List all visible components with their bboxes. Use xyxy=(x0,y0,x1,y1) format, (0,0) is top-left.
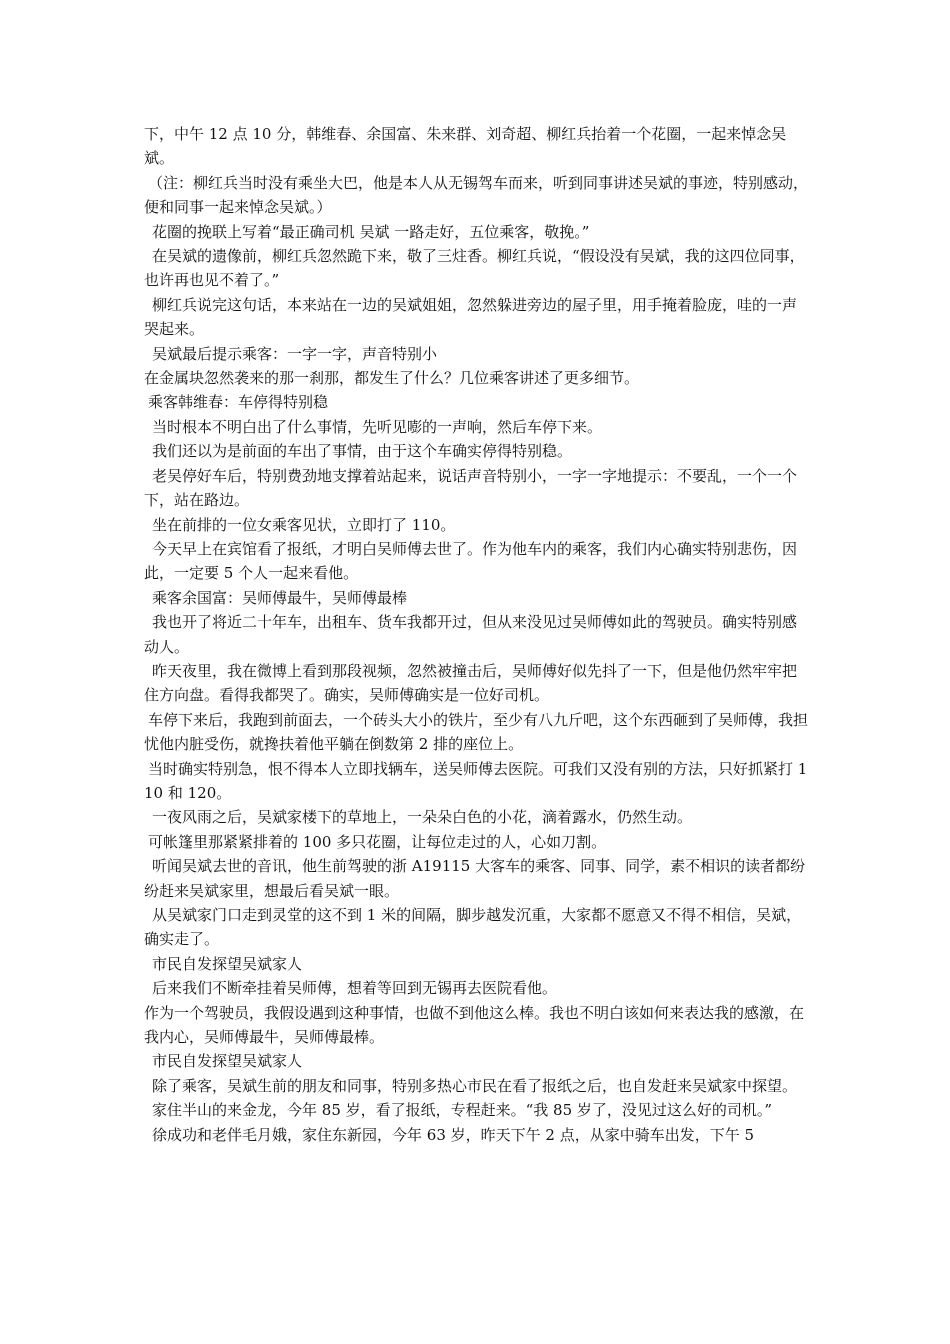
paragraph: 柳红兵说完这句话，本来站在一边的吴斌姐姐，忽然躲进旁边的屋子里，用手掩着脸庞，哇的一声哭起来。 xyxy=(144,295,798,339)
paragraph: 我也开了将近二十年车，出租车、货车我都开过，但从来没见过吴师傅如此的驾驶员。确实特别感动人。 xyxy=(144,613,798,656)
paragraph: 今天早上在宾馆看了报纸，才明白吴师傅去世了。作为他车内的乘客，我们内心确实特别悲伤，因此，一定要 5 个人一起来看他。 xyxy=(144,539,798,583)
paragraph: 从吴斌家门口走到灵堂的这不到 1 米的间隔，脚步越发沉重，大家都不愿意又不得不相信，吴斌，确实走了。 xyxy=(144,906,802,949)
paragraph: （注：柳红兵当时没有乘坐大巴，他是本人从无锡驾车而来，听到同事讲述吴斌的事迹，特别感动，便和同事一起来悼念吴斌。） xyxy=(144,173,809,217)
paragraph: 昨天夜里，我在微博上看到那段视频，忽然被撞击后，吴师傅好似先抖了一下，但是他仍然牢牢把住方向盘。看得我都哭了。确实，吴师傅确实是一位好司机。 xyxy=(144,661,798,705)
paragraph: 在金属块忽然袭来的那一刹那，都发生了什么？几位乘客讲述了更多细节。 xyxy=(144,369,640,388)
document-page xyxy=(144,122,808,1147)
paragraph: 作为一个驾驶员，我假设遇到这种事情，也做不到他这么棒。我也不明白该如何来表达我的感激，在我内心，吴师傅最牛，吴师傅最棒。 xyxy=(144,1003,805,1047)
paragraph: 坐在前排的一位女乘客见状，立即打了 110。 xyxy=(152,515,456,534)
paragraph: 当时确实特别急，恨不得本人立即找辆车，送吴师傅去医院。可我们又没有别的方法，只好抓紧打 110 和 120。 xyxy=(144,759,808,802)
paragraph: 后来我们不断牵挂着吴师傅，想着等回到无锡再去医院看他。 xyxy=(152,979,558,998)
paragraph: 我们还以为是前面的车出了事情，由于这个车确实停得特别稳。 xyxy=(152,442,573,461)
paragraph: 可帐篷里那紧紧排着的 100 多只花圈，让每位走过的人，心如刀割。 xyxy=(148,832,607,851)
paragraph: 徐成功和老伴毛月娥，家住东新园，今年 63 岁，昨天下午 2 点，从家中骑车出发，下午 5 xyxy=(152,1125,755,1144)
section-heading: 乘客余国富：吴师傅最牛，吴师傅最棒 xyxy=(152,588,408,607)
paragraph: 下，中午 12 点 10 分，韩维春、余国富、朱来群、刘奇超、柳红兵抬着一个花圈，一起来悼念吴斌。 xyxy=(144,125,787,168)
paragraph: 家住半山的来金龙，今年 85 岁，看了报纸，专程赶来。“我 85 岁了，没见过这么好的司机。” xyxy=(152,1101,773,1120)
section-heading: 吴斌最后提示乘客：一字一字，声音特别小 xyxy=(152,344,438,363)
section-heading: 市民自发探望吴斌家人 xyxy=(152,954,303,973)
section-heading: 市民自发探望吴斌家人 xyxy=(152,1052,303,1071)
paragraph: 一夜风雨之后，吴斌家楼下的草地上，一朵朵白色的小花，滴着露水，仍然生动。 xyxy=(152,808,693,827)
paragraph: 在吴斌的遗像前，柳红兵忽然跪下来，敬了三炷香。柳红兵说，“假设没有吴斌，我的这四位同事，也许再也见不着了。” xyxy=(144,247,805,290)
paragraph: 车停下来后，我跑到前面去，一个砖头大小的铁片，至少有八九斤吧，这个东西砸到了吴师傅，我担忧他内脏受伤，就搀扶着他平躺在倒数第 2 排的座位上。 xyxy=(144,710,809,754)
paragraph: 花圈的挽联上写着“最正确司机 吴斌 一路走好，五位乘客，敬挽。” xyxy=(152,222,590,241)
section-heading: 乘客韩维春：车停得特别稳 xyxy=(148,393,329,412)
paragraph: 除了乘客，吴斌生前的朋友和同事，特别多热心市民在看了报纸之后，也自发赶来吴斌家中探望。 xyxy=(152,1076,798,1095)
paragraph: 当时根本不明白出了什么事情，先听见嘭的一声响，然后车停下来。 xyxy=(152,417,603,436)
paragraph: 老吴停好车后，特别费劲地支撑着站起来，说话声音特别小，一字一字地提示：不要乱，一个一个下，站在路边。 xyxy=(144,466,798,510)
paragraph: 听闻吴斌去世的音讯，他生前驾驶的浙 A19115 大客车的乘客、同事、同学，素不相识的读者都纷纷赶来吴斌家里，想最后看吴斌一眼。 xyxy=(144,857,806,900)
